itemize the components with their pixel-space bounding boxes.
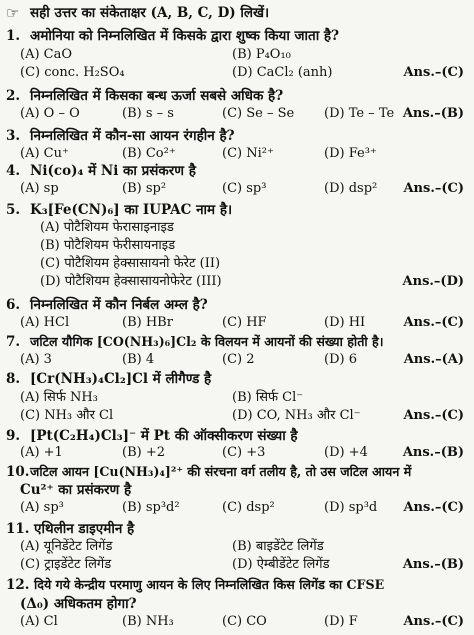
answer: Ans.–(B)	[402, 445, 464, 460]
option-d: (D) CaCl₂ (anh)	[232, 65, 333, 80]
option-b: (B) 4	[122, 352, 155, 367]
option-a: (A) sp³	[20, 500, 64, 515]
option-d: (D) Fe³⁺	[324, 146, 377, 161]
option-c: (C) 2	[222, 352, 255, 367]
question-number: 1.	[6, 28, 21, 44]
question-7	[0, 332, 474, 352]
question-text: [Pt(C₂H₄)Cl₃]⁻ में Pt की ऑक्सीकरण संख्या है	[30, 428, 298, 444]
option-d: (D) sp³d	[324, 500, 378, 515]
option-d: (D) dsp²	[324, 181, 378, 196]
question-text: जटिल आयन [Cu(NH₃)₄]²⁺ की संरचना वर्ग तलीय है, तो उस जटिल आयन में	[30, 464, 412, 479]
answer: Ans.–(B)	[402, 557, 464, 572]
option-a: (A) सिर्फ NH₃	[20, 390, 98, 405]
options-row	[0, 555, 474, 575]
option-b: (B) पोटैशियम फेरीसायनाइड	[40, 238, 176, 253]
question-1	[0, 26, 474, 46]
answer: Ans.–(A)	[403, 352, 464, 367]
option-b: (B) NH₃	[122, 614, 174, 629]
question-number: 10.	[6, 464, 30, 480]
option-d: (D) F	[324, 614, 358, 629]
question-text: दिये गये केन्द्रीय परमाणु आयन के लिए निम्नलिखित किस लिगेंड का CFSE	[34, 577, 385, 592]
option-d: (D) HI	[324, 315, 366, 330]
answer: Ans.–(D)	[402, 274, 464, 289]
option-row	[0, 236, 474, 256]
options-row	[0, 179, 474, 199]
question-number: 12.	[6, 577, 30, 593]
question-10-cont	[0, 480, 474, 500]
question-number: 4.	[6, 163, 21, 179]
option-d: (D) ऐम्बीडेंटेट लिगेंड	[232, 557, 330, 572]
question-11	[0, 519, 474, 539]
option-b: (B) HBr	[122, 315, 173, 330]
option-b: (B) sp²	[122, 181, 167, 196]
question-3	[0, 126, 474, 146]
question-number: 3.	[6, 128, 21, 144]
options-row	[0, 498, 474, 518]
options-row	[0, 537, 474, 557]
option-b: (B) +2	[122, 445, 165, 460]
option-a: (A) Cl	[20, 614, 58, 629]
option-d: (D) +4	[324, 445, 368, 460]
answer: Ans.–(C)	[403, 65, 464, 80]
question-text-continued: (Δ₀) अधिकतम होगा?	[20, 596, 137, 612]
question-5	[0, 200, 474, 220]
question-text: Ni(co)₄ में Ni का प्रसंकरण है	[30, 163, 196, 179]
option-c: (C) HF	[222, 315, 267, 330]
pointing-hand-icon: ☞	[6, 4, 20, 22]
option-b: (B) Co²⁺	[122, 146, 176, 161]
question-text: निम्नलिखित में किसका बन्ध ऊर्जा सबसे अधिक है?	[30, 88, 284, 104]
option-a: (A) CaO	[20, 47, 73, 62]
option-row	[0, 254, 474, 274]
option-a: (A) sp	[20, 181, 59, 196]
question-text: जटिल यौगिक [CO(NH₃)₆]Cl₂ के विलयन में आयनों की संख्या होती है।	[30, 334, 384, 349]
option-b: (B) सिर्फ Cl⁻	[232, 390, 304, 405]
option-a: (A) HCl	[20, 315, 70, 330]
option-b: (B) बाइडेंटेट लिगेंड	[232, 539, 324, 554]
question-number: 2.	[6, 88, 21, 104]
answer: Ans.–(C)	[403, 315, 464, 330]
option-b: (B) s – s	[122, 106, 174, 121]
option-b: (B) P₄O₁₀	[232, 47, 291, 62]
option-d: (D) पोटैशियम हेक्सासायनोफेरेट (III)	[40, 274, 222, 289]
question-text: K₃[Fe(CN)₆] का IUPAC नाम है।	[30, 202, 233, 218]
option-c: (C) CO	[222, 614, 267, 629]
option-c: (C) Ni²⁺	[222, 146, 274, 161]
answer: Ans.–(C)	[403, 181, 464, 196]
answer: Ans.–(B)	[402, 106, 464, 121]
option-b: (B) sp³d²	[122, 500, 180, 515]
options-row	[0, 350, 474, 370]
question-text: [Cr(NH₃)₄Cl₂]Cl में लीगैण्ड है	[30, 371, 212, 387]
question-2	[0, 86, 474, 106]
question-12	[0, 575, 474, 595]
option-a: (A) यूनिडेंटेट लिगेंड	[20, 539, 113, 554]
question-text: निम्नलिखित में कौन निर्बल अम्ल है?	[30, 297, 208, 313]
option-c: (C) sp³	[222, 181, 267, 196]
question-4	[0, 161, 474, 181]
options-row	[0, 104, 474, 124]
options-row	[0, 443, 474, 463]
option-c: (C) conc. H₂SO₄	[20, 65, 125, 80]
option-d: (D) 6	[324, 352, 357, 367]
question-text: एथिलीन डाइएमीन है	[34, 521, 135, 537]
option-row	[0, 272, 474, 292]
question-number: 11.	[6, 521, 30, 537]
option-c: (C) पोटैशियम हेक्सासायनो फेरेट (II)	[40, 256, 221, 271]
question-6	[0, 295, 474, 315]
question-text: निम्नलिखित में कौन-सा आयन रंगहीन है?	[30, 128, 235, 144]
options-row	[0, 63, 474, 83]
option-c: (C) ट्राइडेंटेट लिगेंड	[20, 557, 112, 572]
option-c: (C) Se – Se	[222, 106, 295, 121]
options-row	[0, 313, 474, 333]
options-row	[0, 406, 474, 426]
question-number: 6.	[6, 297, 21, 313]
option-a: (A) O – O	[20, 106, 80, 121]
option-a: (A) +1	[20, 445, 63, 460]
option-a: (A) 3	[20, 352, 52, 367]
instruction-line	[0, 3, 474, 23]
option-c: (C) +3	[222, 445, 266, 460]
question-8	[0, 369, 474, 389]
option-a: (A) Cu⁺	[20, 146, 69, 161]
question-text: अमोनिया को निम्नलिखित में किसके द्वारा शुष्क किया जाता है?	[30, 28, 340, 44]
option-d: (D) CO, NH₃ और Cl⁻	[232, 408, 361, 423]
option-c: (C) dsp²	[222, 500, 275, 515]
instruction-text: सही उत्तर का संकेताक्षर (A, B, C, D) लिखें।	[30, 5, 270, 21]
question-number: 7.	[6, 334, 21, 350]
option-d: (D) Te – Te	[324, 106, 395, 121]
option-row	[0, 218, 474, 238]
options-row	[0, 388, 474, 408]
question-12-cont	[0, 594, 474, 614]
question-number: 5.	[6, 202, 21, 218]
option-a: (A) पोटैशियम फेरासाइनाइड	[40, 220, 174, 235]
question-text-continued: Cu²⁺ का प्रसंकरण है	[20, 482, 132, 498]
question-10	[0, 462, 474, 482]
option-c: (C) NH₃ और Cl	[20, 408, 114, 423]
options-row	[0, 45, 474, 65]
answer: Ans.–(C)	[403, 408, 464, 423]
question-number: 9.	[6, 428, 21, 444]
question-number: 8.	[6, 371, 21, 387]
answer: Ans.–(C)	[403, 500, 464, 515]
options-row	[0, 612, 474, 632]
answer: Ans.–(C)	[403, 614, 464, 629]
